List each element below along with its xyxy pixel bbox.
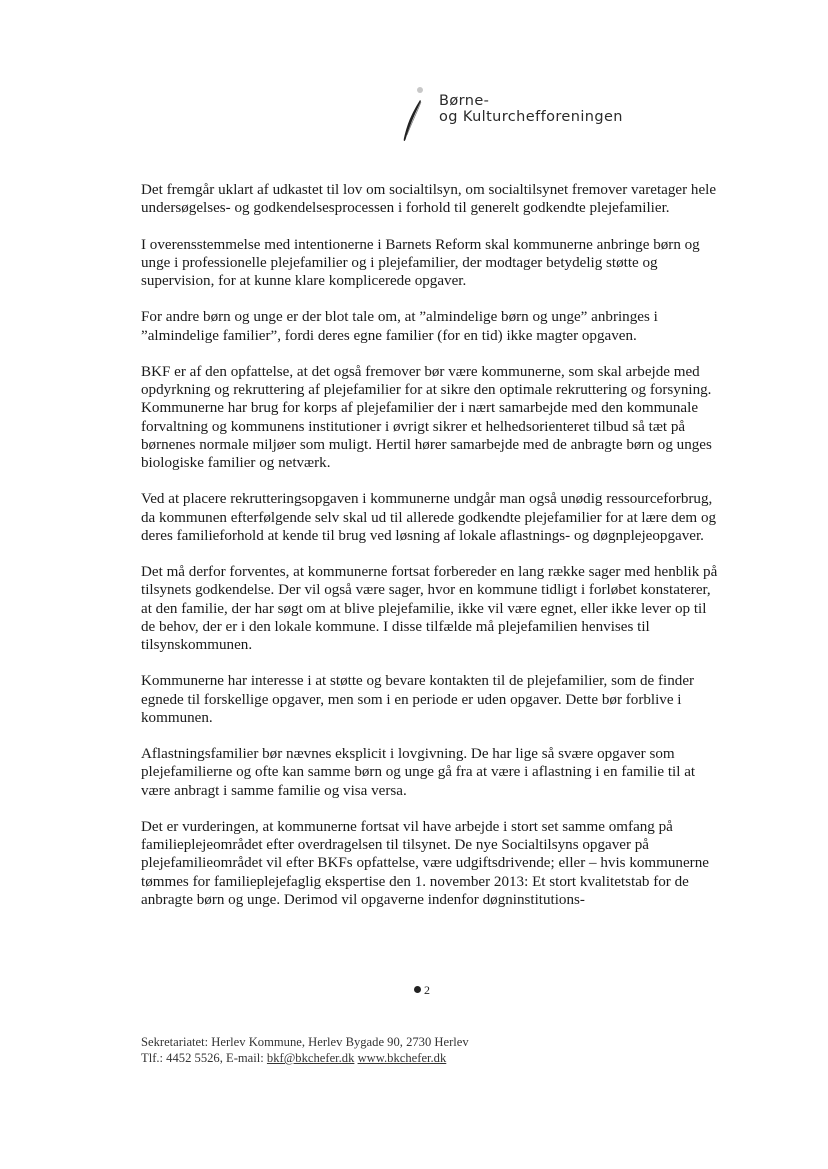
paragraph: Kommunerne har interesse i at støtte og bevare kontakten til de plejefamilier, som de finder egnede til forskellige opgaver, men som i en periode er uden opgaver. Dette bør forblive i kommunen. xyxy=(141,673,695,726)
website-link[interactable]: www.bkchefer.dk xyxy=(357,1051,447,1065)
page-number xyxy=(414,983,430,998)
paragraph: Det fremgår uklart af udkastet til lov om socialtilsyn, om socialtilsynet fremover varetager hele undersøgelses- og godkendelsesprocessen i forhold til generelt godkendte plejefamilier. xyxy=(141,182,717,217)
email-link[interactable]: bkf@bkchefer.dk xyxy=(266,1051,355,1065)
paragraph: I overensstemmelse med intentionerne i Barnets Reform skal kommunerne anbringe børn og unge i professionelle plejefamilier og i plejefamilier, der modtager betydelig støtte og supervision, for at kunne klare komplicerede opgaver. xyxy=(141,236,700,289)
paragraph: BKF er af den opfattelse, at det også fremover bør være kommunerne, som skal arbejde med opdyrkning og rekruttering af plejefamilier for at sikre den optimale rekruttering og forsyning. Kommunerne har brug for korps af plejefamilier der i nært samarbejde med den kommunale forvaltning og kommunens institutioner i øvrigt sikrer et helhedsorienteret tilbud så tæt på børnenes normale miljøer som muligt. Hertil hører samarbejde med de anbragte børn og unges biologiske familier og netværk. xyxy=(141,363,712,471)
organization-logo xyxy=(396,80,636,150)
footer-phone: Tlf.: 4452 5526, E-mail: xyxy=(141,1051,267,1065)
organization-name xyxy=(439,93,623,125)
paragraph: Ved at placere rekrutteringsopgaven i kommunerne undgår man også unødig ressourceforbrug, da kommunen efterfølgende selv skal ud til allerede godkendte plejefamilier for at lære dem og deres familieforhold at kende til brug ved løsning af lokale aflastnings- og døgnplejeopgaver. xyxy=(141,491,717,544)
footer xyxy=(141,1034,641,1066)
paragraph: Det må derfor forventes, at kommunerne fortsat forbereder en lang række sager med henblik på tilsynets godkendelse. Der vil også være sager, hvor en kommune tidligt i forløbet konstaterer, at den familie, der har søgt om at blive plejefamilie, ikke vil være egnet, eller ikke lever op til de behov, der er i den lokale kommune. I disse tilfælde må plejefamilien henvises til tilsynskommunen. xyxy=(141,564,718,653)
page-number-value: 2 xyxy=(424,983,430,997)
footer-contact xyxy=(141,1050,641,1066)
organization-name-line1: Børne- xyxy=(439,93,490,109)
paragraph: Aflastningsfamilier bør nævnes eksplicit i lovgivning. De har lige så svære opgaver som plejefamilierne og ofte kan samme børn og unge gå fra at være i aflastning i en familie til at være anbragt i samme familie og visa versa. xyxy=(141,746,696,799)
bullet-icon xyxy=(414,986,421,993)
footer-address: Sekretariatet: Herlev Kommune, Herlev Bygade 90, 2730 Herlev xyxy=(141,1035,469,1049)
organization-name-line2: og Kulturchefforeningen xyxy=(439,109,623,125)
paragraph: For andre børn og unge er der blot tale om, at ”almindelige børn og unge” anbringes i ”almindelige familier”, fordi deres egne familier (for en tid) ikke magter opgaven. xyxy=(141,309,658,344)
letter-body xyxy=(141,181,719,927)
paragraph: Det er vurderingen, at kommunerne fortsat vil have arbejde i stort set samme omfang på familieplejeområdet efter overdragelsen til tilsynet. De nye Socialtilsyns opgaver på plejefamilieområdet vil efter BKFs opfattelse, være udgiftsdrivende; eller – hvis kommunerne tømmes for familieplejefaglig ekspertise den 1. november 2013: Et stort kvalitetstab for de anbragte børn og unge. Derimod vil opgaverne indenfor døgninstitutions- xyxy=(141,818,709,908)
quill-icon xyxy=(396,80,436,150)
